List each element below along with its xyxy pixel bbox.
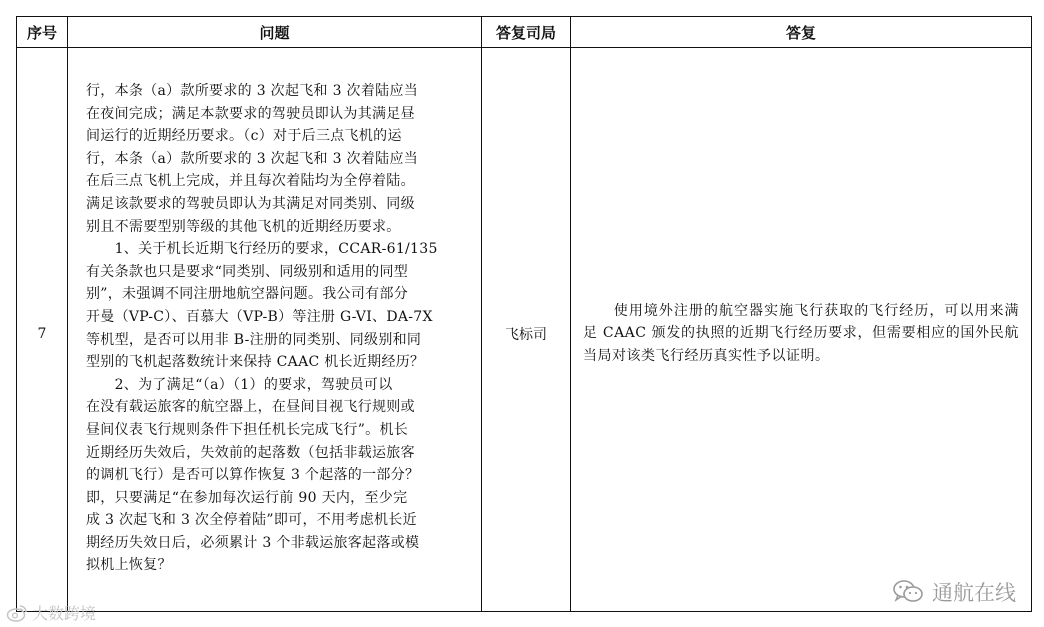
- department-cell: 飞标司: [482, 48, 571, 612]
- wechat-icon: [892, 579, 924, 605]
- weibo-icon: [6, 603, 28, 623]
- question-text: 行，本条（a）款所要求的 3 次起飞和 3 次着陆应当 在夜间完成；满足本款要求的驾驶员即认为其满足昼 间运行的近期经历要求。（c）对于后三点飞机的运 行，本条（a）款所要求的 3 次起飞和 3 次着陆应当 在后三点飞机上完成，并且每次着陆均为全停着陆。 满足该款要求的驾驶员即认为其满足对同类别、同级 别且不需要型别等级的其他飞机的近期经历要求。 1、关于机长近期飞行经历的要求，CCAR-61/135 有关条款也只是要求“同类别、同级别和适用的同型 别”，未强调不同注册地航空器问题。我公司有部分 开曼（VP-C）、百慕大（VP-B）等注册 G-VI、DA-7X 等机型，是否可以用非 B-注册的同类别、同级别和同 型别的飞机起落数统计来保持 CAAC 机长近期经历？ 2、为了满足“（a）（1）的要求，驾驶员可以 在没有载运旅客的航空器上，在昼间目视飞行规则或 昼间仪表飞行规则条件下担任机长完成飞行”。机长 近期经历失效后，失效前的起落数（包括非载运旅客 的调机飞行）是否可以算作恢复 3 个起落的一部分？ 即，只要满足“在参加每次运行前 90 天内，至少完 成 3 次起飞和 3 次全停着陆”即可，不用考虑机长近 期经历失效日后，必须累计 3 个非载运旅客起落或模 拟机上恢复？: [86, 83, 438, 574]
- table-row: [17, 48, 1032, 612]
- watermark-right: [892, 577, 1016, 607]
- row-number: 7: [17, 48, 68, 612]
- watermark-left-text: 大数跨境: [32, 604, 97, 623]
- header-answer: 答复: [571, 17, 1032, 48]
- answer-cell: [571, 48, 1032, 612]
- header-number: 序号: [17, 17, 68, 48]
- answer-text: 使用境外注册的航空器实施飞行获取的飞行经历，可以用来满足 CAAC 颁发的执照的近期飞行经历要求，但需要相应的国外民航当局对该类飞行经历真实性予以证明。: [583, 302, 1019, 364]
- watermark-left: [6, 601, 96, 624]
- table-header-row: [17, 17, 1032, 48]
- header-department: 答复司局: [482, 17, 571, 48]
- header-question: 问题: [68, 17, 482, 48]
- question-cell: [68, 48, 482, 612]
- watermark-right-text: 通航在线: [932, 581, 1016, 605]
- qa-table: [16, 16, 1032, 612]
